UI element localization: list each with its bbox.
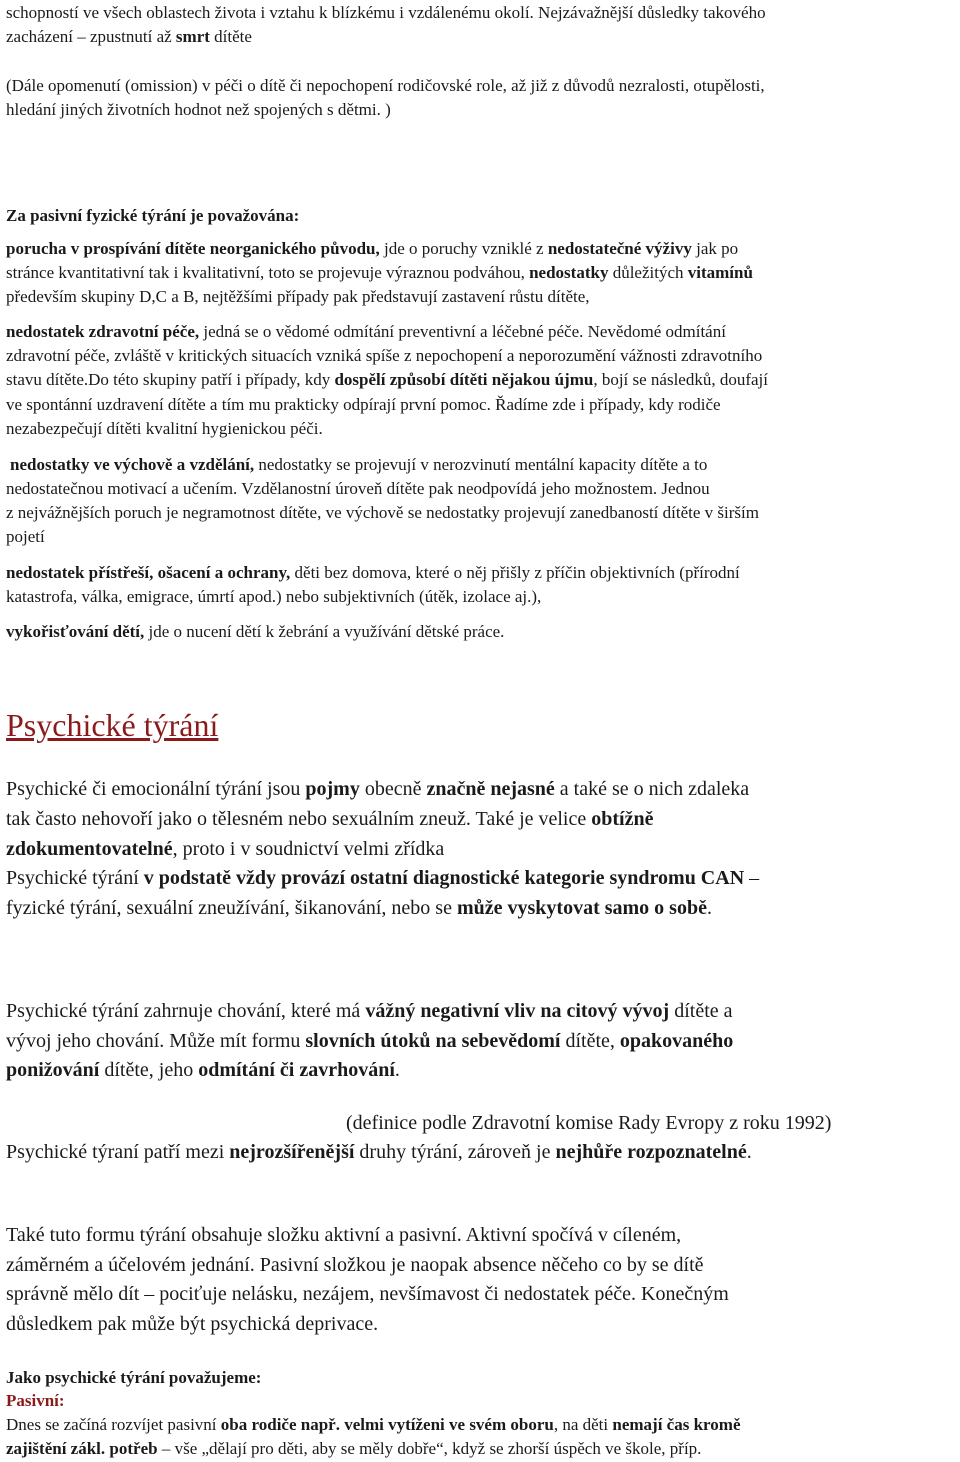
bold-span: zajištění zákl. potřeb	[6, 1439, 158, 1458]
bold-span: dospělí způsobí dítěti nějakou újmu	[334, 370, 594, 389]
text-span: Psychické týraní patří mezi	[6, 1141, 230, 1163]
text-line	[6, 561, 958, 584]
bold-span: zdokumentovatelné	[6, 838, 173, 860]
text-line	[6, 320, 958, 343]
section-title: Psychické týrání	[6, 707, 219, 743]
psychological-abuse-heading: Jako psychické týrání považujeme:	[6, 1368, 262, 1387]
bold-span: nejrozšířenější	[229, 1141, 355, 1163]
text-line	[6, 98, 958, 121]
text-line	[6, 25, 958, 48]
text-line	[6, 1220, 958, 1250]
bold-span: odmítání či zavrhování	[198, 1059, 395, 1081]
text-line	[6, 344, 958, 367]
text-line	[6, 585, 958, 608]
text-line	[6, 525, 958, 548]
bold-span: oba rodiče např. velmi vytíženi ve svém oboru	[220, 1415, 554, 1434]
text-span: druhy týrání, zároveň je	[354, 1141, 556, 1163]
text-line	[6, 285, 958, 308]
text-line	[6, 1413, 958, 1436]
text-span: obecně	[359, 778, 427, 800]
text-span: (Dále opomenutí (omission) v péči o dítě či nepochopení rodičovské role, až již z důvodů nezralosti, otupělosti,	[6, 76, 765, 95]
text-span: fyzické týrání, sexuální zneužívání, šikanování, nebo se	[6, 897, 457, 919]
text-span: Dnes se začíná rozvíjet pasivní	[6, 1415, 221, 1434]
bold-span: ponižování	[6, 1059, 100, 1081]
text-line	[6, 1137, 958, 1167]
text-line	[6, 863, 958, 893]
text-line	[6, 368, 958, 391]
text-line	[6, 1279, 958, 1309]
text-line	[6, 1250, 958, 1280]
text-span: schopností ve všech oblastech života i vztahu k blízkému i vzdálenému okolí. Nejzávažnější důsledky takového	[6, 3, 766, 22]
text-span: nedostatečnou motivací a učením. Vzdělanostní úroveň dítěte pak neodpovídá jeho možnostem. Jednou	[6, 479, 710, 498]
bold-span: v podstatě vždy provází ostatní diagnostické kategorie syndromu CAN	[143, 867, 745, 889]
passive-abuse-heading: Za pasivní fyzické týrání je považována:	[6, 206, 300, 225]
text-line	[6, 620, 958, 643]
text-span: jde o poruchy vzniklé z	[379, 239, 548, 258]
text-line	[6, 774, 958, 804]
text-span: jak po	[691, 239, 739, 258]
text-span: děti bez domova, které o něj přišly z příčin objektivních (přírodní	[290, 563, 740, 582]
text-span: Psychické či emocionální týrání jsou	[6, 778, 306, 800]
text-span: , proto i v soudnictví velmi zřídka	[172, 838, 445, 860]
text-span: .	[746, 1141, 752, 1163]
text-line	[6, 1, 958, 24]
bold-span: značně nejasné	[426, 778, 555, 800]
text-span: tak často nehovoří jako o tělesném nebo sexuálním zneuž. Také je velice	[6, 808, 592, 830]
text-line	[10, 453, 960, 476]
text-span: katastrofa, válka, emigrace, úmrtí apod.) nebo subjektivních (útěk, izolace aj.),	[6, 587, 542, 606]
text-span: , na děti	[553, 1415, 613, 1434]
bold-span: vykořisťování dětí,	[6, 622, 145, 641]
text-line	[6, 501, 958, 524]
text-span: –	[744, 867, 760, 889]
bold-span: nedostatek zdravotní péče,	[6, 322, 200, 341]
bold-span: nedostatek přístřeší, ošacení a ochrany,	[6, 563, 291, 582]
text-line	[6, 893, 958, 923]
text-span: stavu dítěte.Do této skupiny patří i případy, kdy	[6, 370, 335, 389]
text-span: záměrném a účelovém jednání. Pasivní složkou je naopak absence něčeho co by se dítě	[6, 1254, 704, 1276]
bold-span: nemají čas kromě	[612, 1415, 741, 1434]
text-span: nezabezpečují dítěti kvalitní hygienickou péči.	[6, 419, 323, 438]
text-line	[6, 74, 958, 97]
text-span: jedná se o vědomé odmítání preventivní a léčebné péče. Nevědomé odmítání	[199, 322, 726, 341]
text-line	[6, 477, 958, 500]
text-span: stránce kvantitativní tak i kvalitativní, toto se projevuje výraznou podváhou,	[6, 263, 530, 282]
bold-span: porucha v prospívání dítěte neorganického původu,	[6, 239, 380, 258]
text-span: pojetí	[6, 527, 45, 546]
text-span: nedostatky se projevují v nerozvinutí mentální kapacity dítěte a to	[254, 455, 708, 474]
text-span: , bojí se následků, doufají	[593, 370, 769, 389]
bold-span: nejhůře rozpoznatelné	[555, 1141, 747, 1163]
text-span: vývoj jeho chování. Může mít formu	[6, 1030, 306, 1052]
bold-span: vážný negativní vliv na citový vývoj	[365, 1000, 670, 1022]
bold-span: nedostatečné výživy	[547, 239, 692, 258]
text-line	[6, 1437, 958, 1460]
text-span: především skupiny D,C a B, nejtěžšími případy pak představují zastavení růstu dítěte,	[6, 287, 590, 306]
passive-label: Pasivní:	[6, 1391, 65, 1410]
text-span: .	[706, 897, 712, 919]
text-span: ve spontánní uzdravení dítěte a tím mu prakticky odpírají první pomoc. Řadíme zde i případy, kdy rodiče	[6, 395, 721, 414]
text-span: dítěte	[209, 27, 252, 46]
text-line	[6, 1026, 958, 1056]
text-line	[6, 834, 958, 864]
bold-span: slovních útoků na sebevědomí	[305, 1030, 561, 1052]
bold-span: může vyskytovat samo o sobě	[456, 897, 707, 919]
text-span: dítěte a	[669, 1000, 733, 1022]
bold-span: pojmy	[305, 778, 360, 800]
text-span: a také se o nich zdaleka	[554, 778, 750, 800]
text-span: .	[394, 1059, 400, 1081]
text-line	[6, 804, 958, 834]
text-span: z nejvážnějších poruch je negramotnost dítěte, ve výchově se nedostatky projevují zanedbaností dítěte v širším	[6, 503, 759, 522]
text-span: dítěte, jeho	[99, 1059, 199, 1081]
text-line	[6, 1055, 958, 1085]
text-span: Psychické týrání zahrnuje chování, které má	[6, 1000, 366, 1022]
text-line	[6, 996, 958, 1026]
bold-span: opakovaného	[619, 1030, 734, 1052]
text-span: zdravotní péče, zvláště v kritických situacích vzniká spíše z nepochopení a neporozumění vážnosti zdravotního	[6, 346, 763, 365]
text-span: správně mělo dít – pociťuje nelásku, nezájem, nevšímavost či nedostatek péče. Konečným	[6, 1283, 729, 1305]
text-span: zacházení – zpustnutí až	[6, 27, 176, 46]
text-span: jde o nucení dětí k žebrání a využívání dětské práce.	[144, 622, 505, 641]
text-line	[6, 261, 958, 284]
text-span: důležitých	[608, 263, 688, 282]
bold-span: vitamínů	[687, 263, 753, 282]
bold-span: obtížně	[591, 808, 654, 830]
bold-span: nedostatky ve výchově a vzdělání,	[10, 455, 255, 474]
text-span: Psychické týrání	[6, 867, 144, 889]
text-span: Také tuto formu týrání obsahuje složku aktivní a pasivní. Aktivní spočívá v cíleném,	[6, 1224, 682, 1246]
text-line	[6, 393, 958, 416]
text-line	[6, 417, 958, 440]
text-span: – vše „dělají pro děti, aby se měly dobře“, když se zhorší úspěch ve škole, příp.	[157, 1439, 702, 1458]
text-span: dítěte,	[560, 1030, 620, 1052]
definition-citation: (definice podle Zdravotní komise Rady Evropy z roku 1992)	[346, 1112, 832, 1134]
text-span: důsledkem pak může být psychická deprivace.	[6, 1313, 379, 1335]
text-span: hledání jiných životních hodnot než spojených s dětmi. )	[6, 100, 391, 119]
text-line	[6, 1309, 958, 1339]
text-line	[6, 237, 958, 260]
bold-span: smrt	[175, 27, 210, 46]
bold-span: nedostatky	[529, 263, 609, 282]
